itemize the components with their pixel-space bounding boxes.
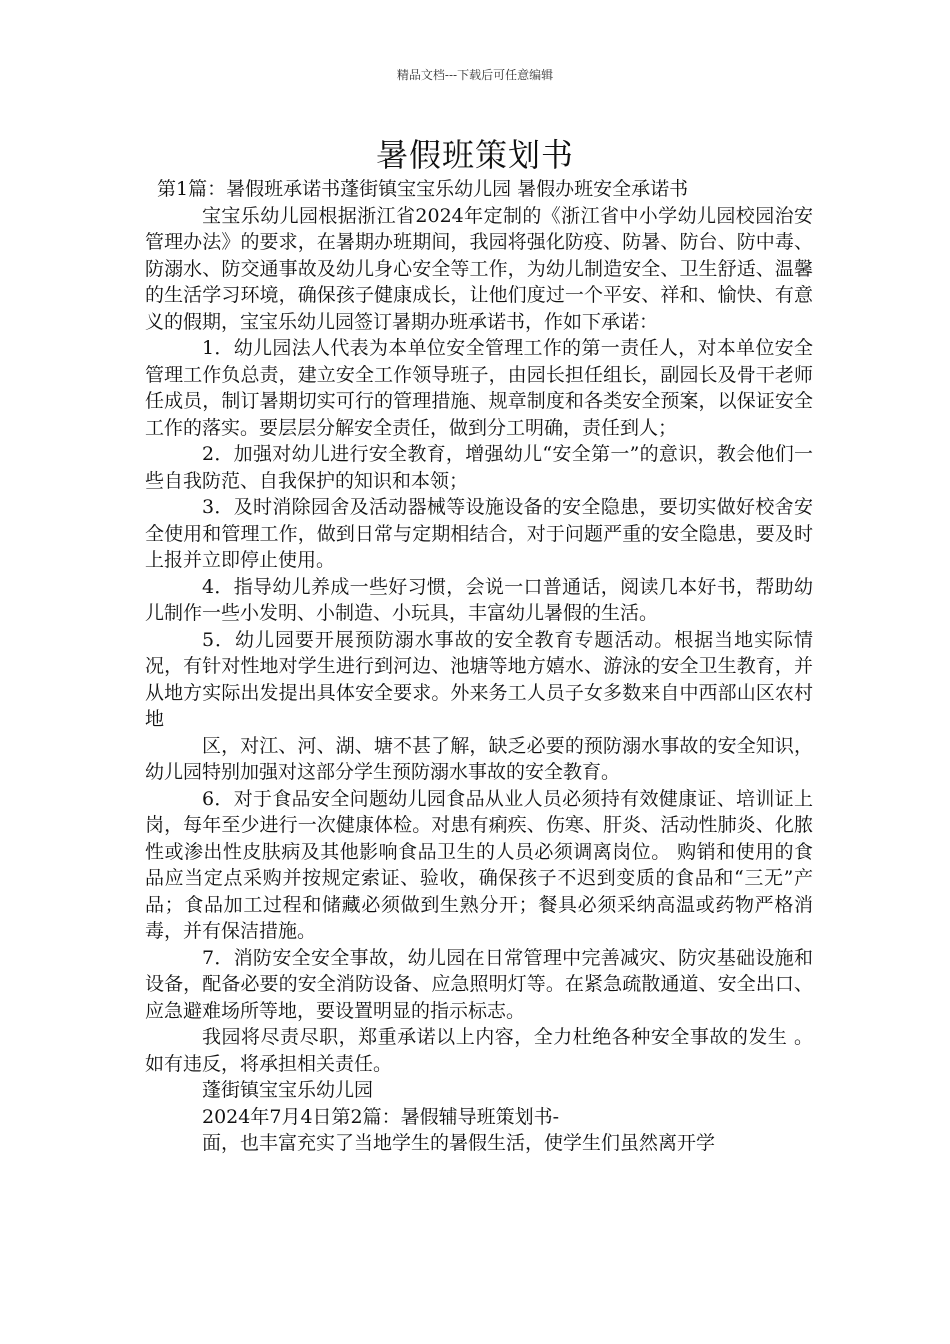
paragraph-item-3: 3．及时消除园舍及活动器械等设施设备的安全隐患，要切实做好校舍安全使用和管理工作，做到日常与定期相结合，对于问题严重的安全隐患，要及时上报并立即停止使用。: [145, 496, 813, 571]
paragraph-commitment: 我园将尽责尽职，郑重承诺以上内容，全力杜绝各种安全事故的发生 。如有违反，将承担相关责任。: [145, 1026, 813, 1075]
page-header-note: 精品文档---下载后可任意编辑: [396, 68, 554, 82]
paragraph-item-2: 2．加强对幼儿进行安全教育，增强幼儿“安全第一”的意识，教会他们一些自我防范、自我保护的知识和本领；: [145, 443, 813, 492]
document-title: 暑假班策划书: [375, 136, 574, 174]
paragraph-signature: 蓬街镇宝宝乐幼儿园: [202, 1079, 374, 1101]
paragraph-continuation: 面，也丰富充实了当地学生的暑假生活，使学生们虽然离开学: [202, 1132, 716, 1154]
paragraph-item-5: 5．幼儿园要开展预防溺水事故的安全教育专题活动。根据当地实际情况，有针对性地对学生进行到河边、池塘等地方嬉水、游泳的安全卫生教育，并从地方实际出发提出具体安全要求。外来务工人员子女多数来自中西部山区农村地: [145, 628, 813, 730]
paragraph-date-next-article: 2024年7月4日第2篇：暑假辅导班策划书-: [202, 1105, 560, 1128]
paragraph-item-7: 7．消防安全安全事故，幼儿园在日常管理中完善减灾、防灾基础设施和设备，配备必要的安全消防设备、应急照明灯等。在紧急疏散通道、安全出口、应急避难场所等地，要设置明显的指示标志。: [145, 946, 813, 1022]
paragraph-intro: 宝宝乐幼儿园根据浙江省2024年定制的《浙江省中小学幼儿园校园治安管理办法》的要求，在暑期办班期间，我园将强化防疫、防暑、防台、防中毒、防溺水、防交通事故及幼儿身心安全等工作，为幼儿制造安全、卫生舒适、温馨的生活学习环境，确保孩子健康成长，让他们度过一个平安、祥和、愉快、有意义的假期，宝宝乐幼儿园签订暑期办班承诺书，作如下承诺：: [145, 204, 813, 333]
paragraph-item-1: 1．幼儿园法人代表为本单位安全管理工作的第一责任人，对本单位安全管理工作负总责，建立安全工作领导班子，由园长担任组长，副园长及骨干老师任成员，制订暑期切实可行的管理措施、规章制度和各类安全预案，以保证安全工作的落实。要层层分解安全责任，做到分工明确，责任到人；: [145, 337, 813, 439]
paragraph-item-4: 4．指导幼儿养成一些好习惯，会说一口普通话，阅读几本好书，帮助幼儿制作一些小发明、小制造、小玩具，丰富幼儿暑假的生活。: [145, 575, 813, 624]
paragraph-item-5-continued: 区，对江、河、湖、塘不甚了解，缺乏必要的预防溺水事故的安全知识，幼儿园特别加强对这部分学生预防溺水事故的安全教育。: [145, 734, 813, 783]
document-body: [145, 176, 813, 1157]
paragraph-article-heading: 第1篇：暑假班承诺书蓬街镇宝宝乐幼儿园 暑假办班安全承诺书: [157, 178, 689, 200]
paragraph-item-6: 6．对于食品安全问题幼儿园食品从业人员必须持有效健康证、培训证上岗，每年至少进行一次健康体检。对患有痢疾、伤寒、肝炎、活动性肺炎、化脓性或渗出性皮肤病及其他影响食品卫生的人员必须调离岗位。 购销和使用的食品应当定点采购并按规定索证、验收，确保孩子不迟到变质的食品和“三无”产品；食品加工过程和储藏必须做到生熟分开；餐具必须采纳高温或药物严格消毒，并有保洁措施。: [145, 787, 813, 942]
